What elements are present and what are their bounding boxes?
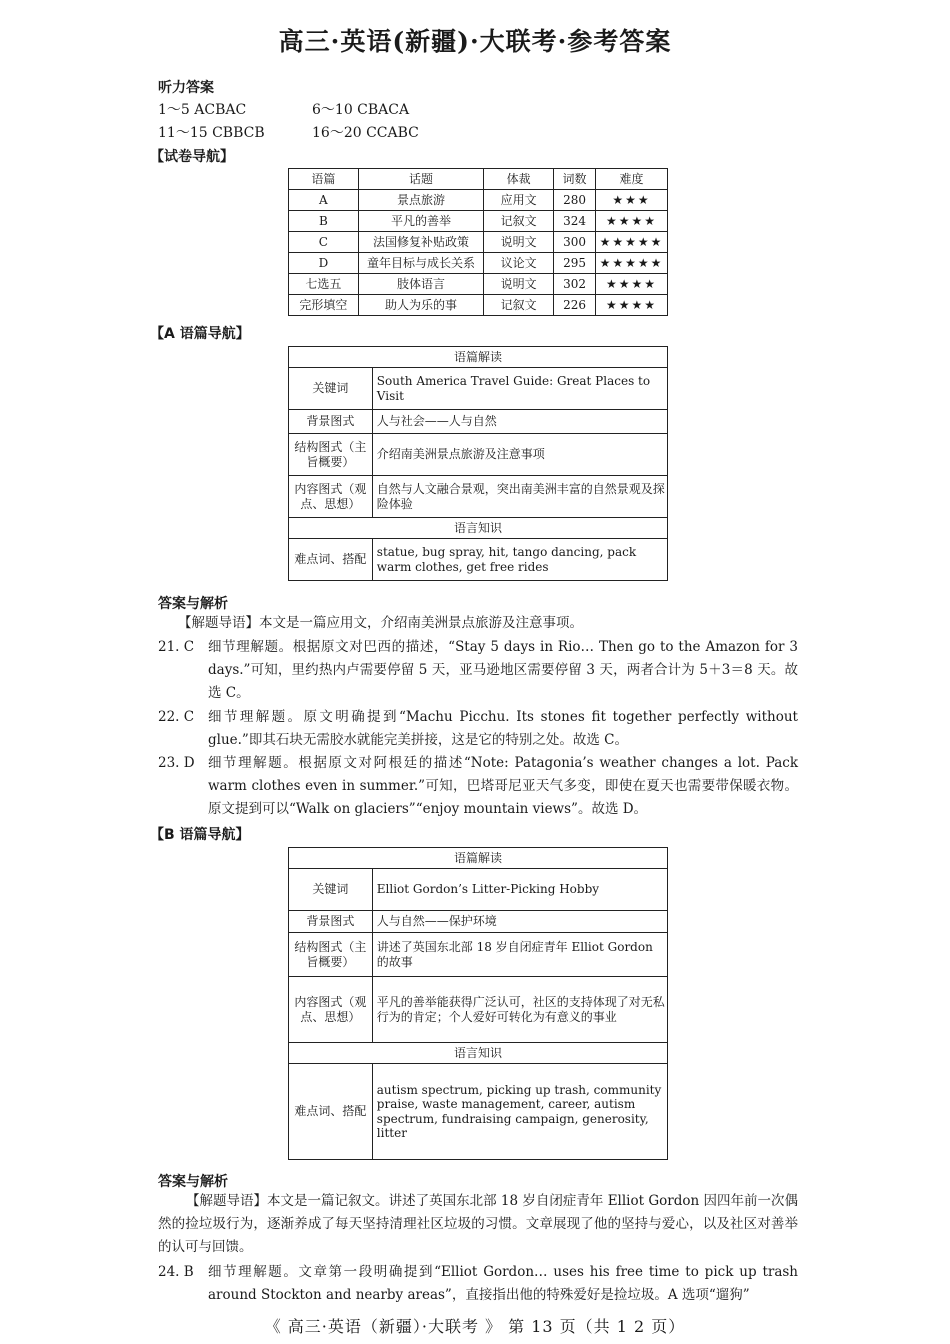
row-value: South America Travel Guide: Great Places to Visit: [372, 368, 667, 410]
row-label: 难点词、搭配: [289, 539, 373, 581]
row-label: 背景图式: [289, 911, 373, 933]
difficulty-stars: ★★★: [595, 190, 667, 211]
guide-text: 【解题导语】本文是一篇记叙文。讲述了英国东北部 18 岁自闭症青年 Elliot Gordon 因四年前一次偶然的捡垃圾行为，逐渐养成了每天坚持清理社区垃圾的习惯。文章展现了他的坚持与爱心，以及社区对善举的认可与回馈。: [158, 1193, 798, 1255]
question-number: 22. C: [158, 709, 195, 725]
guide-text: 【解题导语】本文是一篇应用文，介绍南美洲景点旅游及注意事项。: [178, 615, 583, 631]
row-value: 讲述了英国东北部 18 岁自闭症青年 Elliot Gordon 的故事: [372, 933, 667, 977]
section-b-heading: 【B 语篇导航】: [150, 827, 250, 843]
table-title: 语篇解读: [289, 848, 668, 869]
nav-table: [288, 168, 668, 316]
difficulty-stars: ★★★★★: [595, 253, 667, 274]
table-row: [289, 253, 668, 274]
row-value: statue, bug spray, hit, tango dancing, pack warm clothes, get free rides: [372, 539, 667, 581]
listening-answer: 1～5 ACBAC: [158, 102, 247, 118]
question-number: 21. C: [158, 639, 195, 655]
table-cell: 七选五: [289, 274, 359, 295]
table-cell: 应用文: [484, 190, 554, 211]
table-cell: 说明文: [484, 274, 554, 295]
listening-answer: 11～15 CBBCB: [158, 125, 265, 141]
question-number: 23. D: [158, 755, 195, 771]
row-value: 平凡的善举能获得广泛认可，社区的支持体现了对无私行为的肯定；个人爱好可转化为有意义的事业: [372, 977, 667, 1043]
table-cell: 完形填空: [289, 295, 359, 316]
table-cell: 302: [554, 274, 596, 295]
row-label: 结构图式（主旨概要）: [289, 434, 373, 476]
section-b-table: [288, 847, 668, 1160]
table-header: 难度: [595, 169, 667, 190]
table-row: [289, 190, 668, 211]
table-header: 语篇: [289, 169, 359, 190]
question-explanation: 细节理解题。原文明确提到“Machu Picchu. Its stones fit together perfectly without glue.”即其石块无需胶水就能完美拼接，这是它的特别之处。故选 C。: [208, 709, 798, 748]
table-cell: 记叙文: [484, 211, 554, 232]
table-header: 话题: [358, 169, 484, 190]
question-number: 24. B: [158, 1264, 194, 1280]
table-subtitle: 语言知识: [289, 518, 668, 539]
difficulty-stars: ★★★★: [595, 274, 667, 295]
table-cell: 肢体语言: [358, 274, 484, 295]
row-value: autism spectrum, picking up trash, community praise, waste management, career, autism spectrum, fundraising campaign, generosity, litter: [372, 1064, 667, 1160]
table-row: [289, 274, 668, 295]
row-label: 结构图式（主旨概要）: [289, 933, 373, 977]
table-cell: 议论文: [484, 253, 554, 274]
page-title: 高三·英语(新疆)·大联考·参考答案: [278, 27, 672, 56]
answers-heading: 答案与解析: [158, 596, 228, 612]
table-cell: D: [289, 253, 359, 274]
table-cell: 童年目标与成长关系: [358, 253, 484, 274]
table-cell: 300: [554, 232, 596, 253]
answers-heading: 答案与解析: [158, 1174, 228, 1190]
row-label: 难点词、搭配: [289, 1064, 373, 1160]
table-row: [289, 211, 668, 232]
row-label: 内容图式（观点、思想）: [289, 977, 373, 1043]
table-cell: 324: [554, 211, 596, 232]
listening-heading: 听力答案: [158, 80, 214, 96]
table-cell: B: [289, 211, 359, 232]
row-label: 关键词: [289, 869, 373, 911]
table-cell: A: [289, 190, 359, 211]
question-explanation: 细节理解题。根据原文对巴西的描述，“Stay 5 days in Rio… Then go to the Amazon for 3 days.”可知，里约热内卢需要停留 5 天，亚马逊地区需要停留 3 天，两者合计为 5＋3＝8 天。故选 C。: [208, 639, 798, 701]
question-explanation: 细节理解题。文章第一段明确提到“Elliot Gordon… uses his free time to pick up trash around Stockton and nearby areas”，直接指出他的特殊爱好是捡垃圾。A 选项“遛狗”: [208, 1264, 798, 1303]
table-cell: 平凡的善举: [358, 211, 484, 232]
row-label: 内容图式（观点、思想）: [289, 476, 373, 518]
section-a-table: [288, 346, 668, 581]
row-value: 人与社会——人与自然: [372, 410, 667, 434]
listening-answer: 6～10 CBACA: [312, 102, 410, 118]
table-cell: 记叙文: [484, 295, 554, 316]
row-value: Elliot Gordon’s Litter-Picking Hobby: [372, 869, 667, 911]
table-title: 语篇解读: [289, 347, 668, 368]
difficulty-stars: ★★★★: [595, 211, 667, 232]
table-cell: 景点旅游: [358, 190, 484, 211]
table-cell: 295: [554, 253, 596, 274]
table-header: 词数: [554, 169, 596, 190]
question-explanation: 细节理解题。根据原文对阿根廷的描述“Note: Patagonia’s weather changes a lot. Pack warm clothes even in summer.”可知，巴塔哥尼亚天气多变，即使在夏天也需要带保暖衣物。原文提到可以“Walk on glaciers”“enjoy mountain views”。故选 D。: [208, 755, 798, 817]
nav-heading: 【试卷导航】: [150, 149, 234, 165]
table-row: [289, 295, 668, 316]
page-footer: 《 高三·英语（新疆）·大联考 》 第 13 页（共 1 2 页）: [264, 1317, 686, 1336]
row-value: 介绍南美洲景点旅游及注意事项: [372, 434, 667, 476]
table-cell: 法国修复补贴政策: [358, 232, 484, 253]
table-cell: 说明文: [484, 232, 554, 253]
table-header: 体裁: [484, 169, 554, 190]
table-cell: C: [289, 232, 359, 253]
row-label: 关键词: [289, 368, 373, 410]
table-cell: 280: [554, 190, 596, 211]
row-value: 人与自然——保护环境: [372, 911, 667, 933]
table-cell: 226: [554, 295, 596, 316]
row-label: 背景图式: [289, 410, 373, 434]
table-subtitle: 语言知识: [289, 1043, 668, 1064]
listening-answer: 16～20 CCABC: [312, 125, 419, 141]
section-a-heading: 【A 语篇导航】: [150, 326, 250, 342]
row-value: 自然与人文融合景观，突出南美洲丰富的自然景观及探险体验: [372, 476, 667, 518]
difficulty-stars: ★★★★: [595, 295, 667, 316]
table-row: [289, 232, 668, 253]
table-cell: 助人为乐的事: [358, 295, 484, 316]
table-header-row: [289, 169, 668, 190]
difficulty-stars: ★★★★★: [595, 232, 667, 253]
